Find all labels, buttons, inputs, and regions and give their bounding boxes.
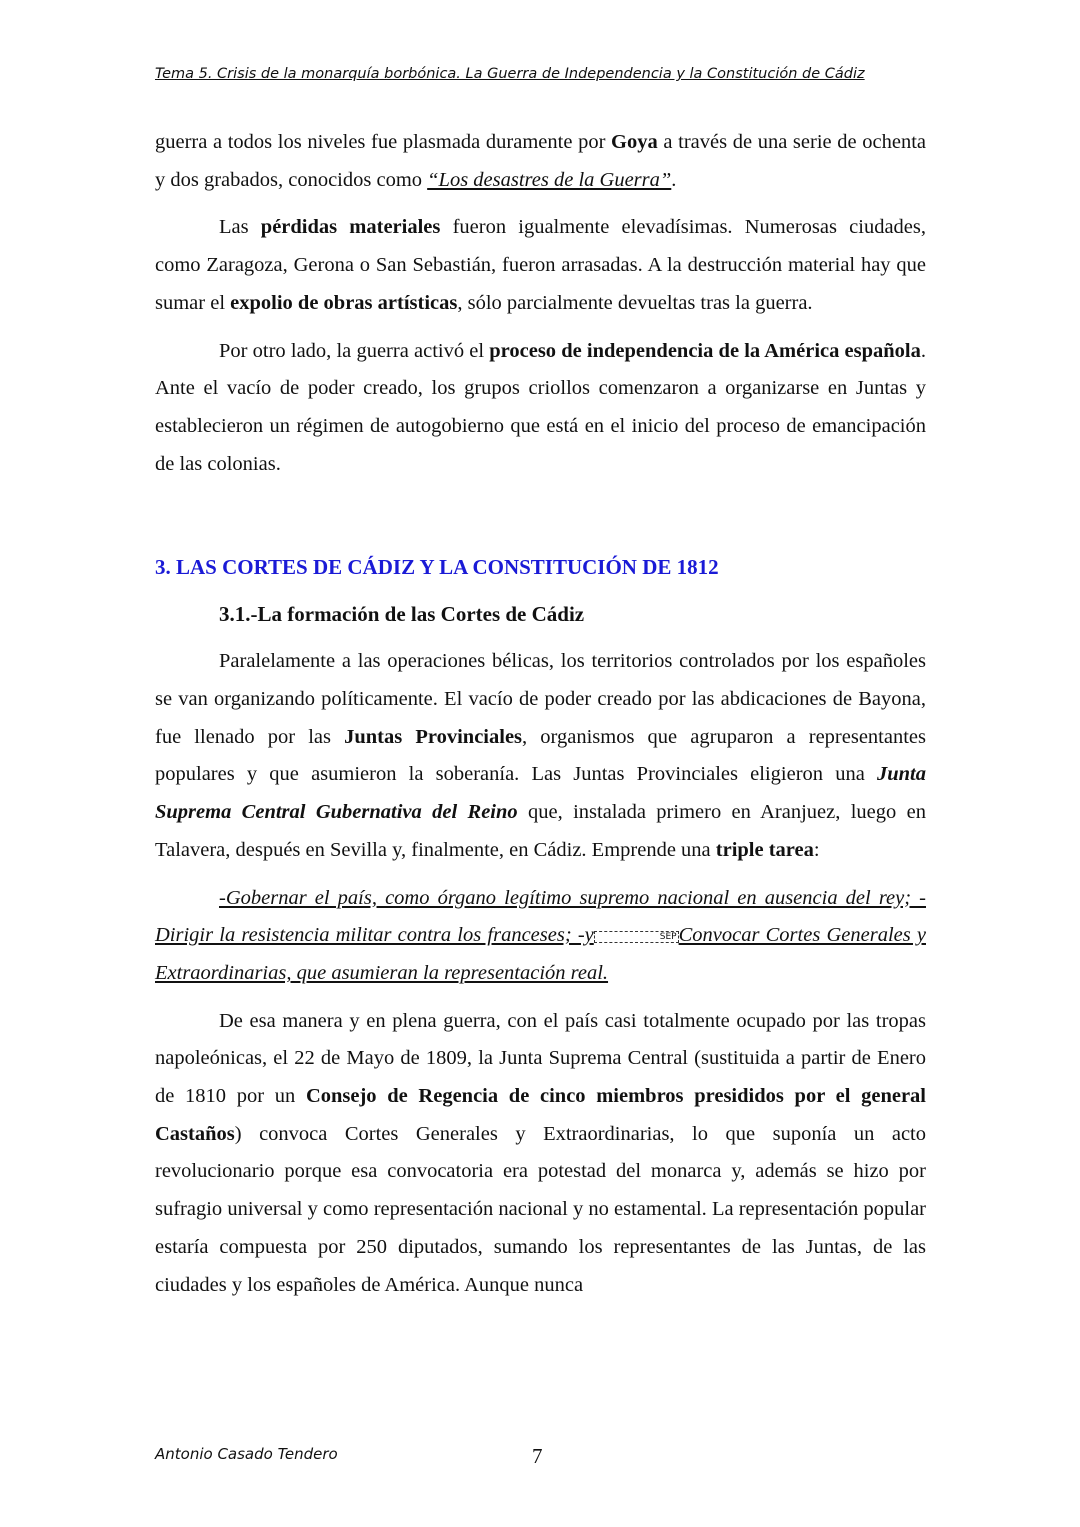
bold-run: Juntas Provinciales bbox=[344, 725, 523, 748]
text-run: guerra a todos los niveles fue plasmada duramente por bbox=[155, 131, 612, 153]
text-run: ) convoca Cortes Generales y Extraordinarias, lo que suponía un acto revolucionario porque esa convocatoria era potestad del monarca y, además se hizo por sufragio universal y como representación nacional y no estamental. La representación popular estaría compuesta por 250 diputados, sumando los representantes de las Juntas, de las ciudades y los españoles de América. Aunque nunca bbox=[155, 1122, 926, 1296]
text-run: . bbox=[671, 168, 677, 191]
running-header: Tema 5. Crisis de la monarquía borbónica. La Guerra de Independencia y la Constitución de Cádiz bbox=[155, 66, 865, 82]
text-run: , sólo parcialmente devueltas tras la guerra. bbox=[457, 291, 813, 314]
text-run: fueron igualmente elevadísimas. Numerosas ciudades, como Zaragoza, Gerona o San Sebastián, fueron arrasadas. A la destrucción material hay que sumar el bbox=[155, 216, 926, 314]
underlined-italic-title: “Los desastres de la Guerra” bbox=[427, 168, 672, 191]
bold-italic-run: Junta Suprema Central Gubernativa del Reino bbox=[155, 763, 926, 824]
paragraph-perdidas bbox=[155, 209, 926, 322]
text-run: Por otro lado, la guerra activó el bbox=[219, 339, 490, 362]
paragraph-juntas bbox=[155, 643, 926, 869]
paragraph-goya bbox=[155, 124, 926, 199]
paragraph-convocatoria bbox=[155, 1003, 926, 1305]
bold-run: triple tarea bbox=[715, 838, 814, 861]
bold-run: proceso de independencia de la América española bbox=[489, 339, 921, 362]
text-run: , organismos que agruparon a representantes populares y que asumieron la soberanía. Las Juntas Provinciales eligieron una bbox=[155, 725, 926, 786]
text-run: . Ante el vacío de poder creado, los grupos criollos comenzaron a organizarse en Juntas y establecieron un régimen de autogobierno que está en el inicio del proceso de emancipación de las colonias. bbox=[155, 339, 926, 475]
text-run: -Gobernar el país, como órgano legítimo supremo nacional en ausencia del rey; -Dirigir la resistencia militar contra los franceses; -y bbox=[155, 886, 926, 947]
footer-author: Antonio Casado Tendero bbox=[155, 1445, 338, 1463]
subsection-heading: 3.1.-La formación de las Cortes de Cádiz bbox=[219, 602, 585, 627]
sep-marker: SEP bbox=[594, 931, 679, 943]
bold-run: pérdidas materiales bbox=[260, 216, 441, 239]
text-run: Paralelamente a las operaciones bélicas, los territorios controlados por los españoles se van organizando políticamente. El vacío de poder creado por las abdicaciones de Bayona, fue llenado por las bbox=[155, 650, 926, 748]
page-body bbox=[155, 124, 926, 1304]
text-run: Las bbox=[219, 216, 261, 239]
text-run: a través de una serie de ochenta y dos grabados, conocidos como bbox=[155, 131, 926, 191]
text-run: Convocar Cortes Generales y Extraordinarias, que asumieran la representación real. bbox=[155, 924, 926, 984]
text-run: que, instalada primero en Aranjuez, luego en Talavera, después en Sevilla y, finalmente, en Cádiz. Emprende una bbox=[155, 801, 926, 861]
page-number: 7 bbox=[532, 1444, 543, 1468]
paragraph-independencia bbox=[155, 333, 926, 484]
bold-run: Goya bbox=[611, 131, 658, 153]
section-heading: 3. LAS CORTES DE CÁDIZ Y LA CONSTITUCIÓN DE 1812 bbox=[155, 555, 719, 580]
text-run: : bbox=[813, 838, 820, 861]
bold-run: Consejo de Regencia de cinco miembros presididos por el general Castaños bbox=[155, 1085, 926, 1145]
text-run: De esa manera y en plena guerra, con el país casi totalmente ocupado por las tropas napoleónicas, el 22 de Mayo de 1809, la Junta Suprema Central (sustituida a partir de Enero de 1810 por un bbox=[155, 1009, 926, 1108]
paragraph-triple-tarea bbox=[155, 880, 926, 993]
bold-run: expolio de obras artísticas bbox=[230, 291, 458, 314]
